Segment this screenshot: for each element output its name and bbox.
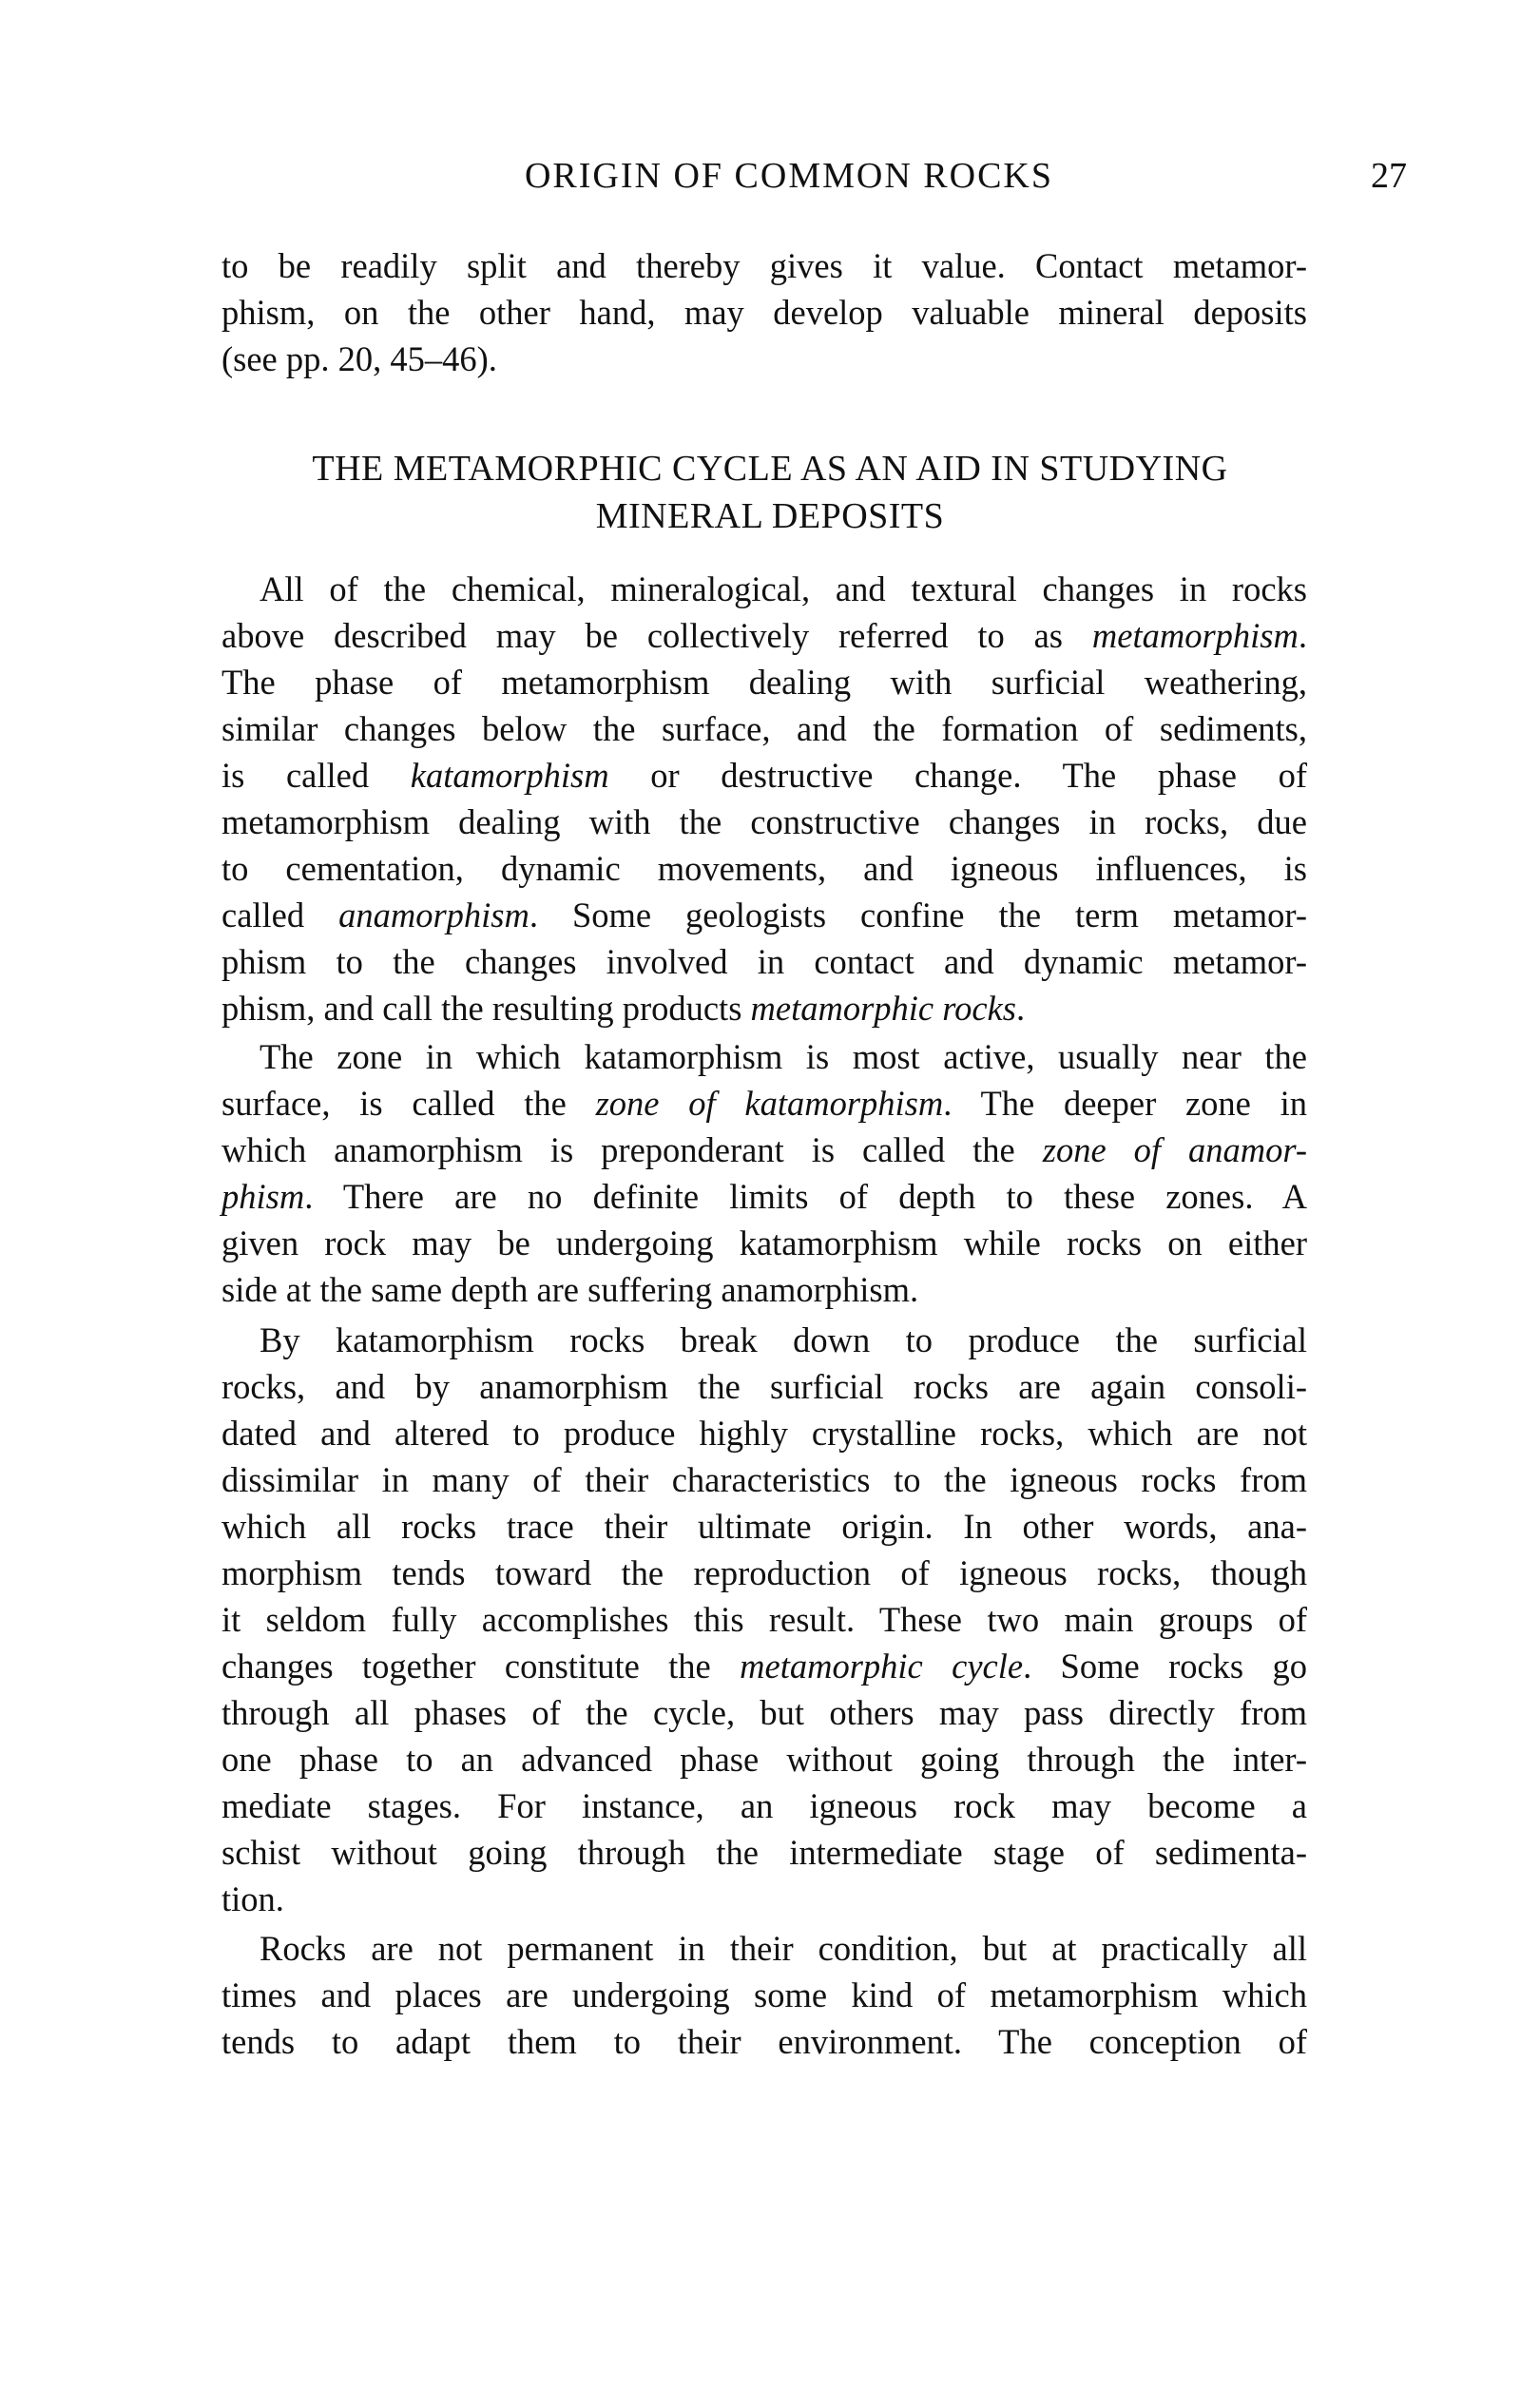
text-line: [221, 1596, 1307, 1644]
text-line: [221, 1925, 1307, 1973]
italic-term: zone of anamor-: [1042, 1130, 1307, 1169]
line-text: . The deeper zone in: [943, 1084, 1308, 1123]
text-line: [221, 612, 1307, 660]
line-text: . Some geologists confine the term metamor-: [529, 896, 1307, 934]
italic-term: metamorphic rocks: [750, 989, 1016, 1028]
italic-term: zone of katamorphism: [595, 1084, 944, 1123]
line-text: one phase to an advanced phase without going through the inter-: [221, 1740, 1307, 1779]
text-line: [221, 1317, 1307, 1364]
text-line: [221, 1456, 1307, 1504]
line-text: . Some rocks go: [1023, 1647, 1307, 1686]
line-text: By katamorphism rocks break down to produce the surficial: [260, 1320, 1307, 1359]
section-heading-line-1: THE METAMORPHIC CYCLE AS AN AID IN STUDYING: [312, 449, 1228, 489]
text-line: [221, 892, 1307, 939]
line-text: side at the same depth are suffering anamorphism.: [221, 1270, 919, 1309]
text-line: [221, 1550, 1307, 1597]
italic-term: metamorphism: [1091, 616, 1299, 655]
italic-term: anamorphism: [338, 896, 529, 934]
line-text: above described may be collectively referred to as: [221, 616, 1092, 655]
text-line: [221, 938, 1307, 986]
line-text: surface, is called the: [221, 1084, 596, 1123]
text-line: [221, 242, 1307, 290]
line-text: The zone in which katamorphism is most active, usually near the: [260, 1037, 1307, 1076]
line-text: given rock may be undergoing katamorphism while rocks on either: [221, 1223, 1307, 1262]
line-text: phism to the changes involved in contact and dynamic metamor-: [221, 942, 1307, 981]
text-line: [221, 1972, 1307, 2019]
text-line: [221, 985, 1307, 1032]
line-text: through all phases of the cycle, but others may pass directly from: [221, 1693, 1307, 1732]
page-number: 27: [1371, 156, 1407, 196]
line-text: to cementation, dynamic movements, and igneous influences, is: [221, 849, 1307, 888]
italic-term: metamorphic cycle: [740, 1647, 1024, 1686]
text-line: [221, 1782, 1307, 1830]
line-text: (see pp. 20, 45–46).: [221, 339, 497, 378]
line-text: schist without going through the intermediate stage of sedimenta-: [221, 1833, 1307, 1872]
section-heading-line-2: MINERAL DEPOSITS: [595, 496, 945, 536]
line-text: .: [1298, 616, 1307, 655]
text-line: [221, 1127, 1307, 1174]
text-line: [221, 1876, 1307, 1923]
text-line: [221, 659, 1307, 706]
text-line: [221, 1363, 1307, 1411]
line-text: phism, on the other hand, may develop valuable mineral deposits: [221, 293, 1307, 332]
line-text: All of the chemical, mineralogical, and textural changes in rocks: [260, 569, 1307, 608]
line-text: Rocks are not permanent in their condition, but at practically all: [260, 1929, 1307, 1968]
text-line: [221, 1220, 1307, 1267]
text-line: [221, 566, 1307, 613]
text-line: [221, 705, 1307, 753]
line-text: rocks, and by anamorphism the surficial rocks are again consoli-: [221, 1367, 1307, 1406]
text-line: [221, 799, 1307, 846]
text-line: [221, 1410, 1307, 1457]
running-head: [0, 152, 1540, 200]
text-line: [221, 1173, 1307, 1221]
line-text: mediate stages. For instance, an igneous rock may become a: [221, 1786, 1307, 1825]
text-line: [221, 1689, 1307, 1737]
running-title: ORIGIN OF COMMON ROCKS: [524, 156, 1054, 196]
line-text: dissimilar in many of their characteristics to the igneous rocks from: [221, 1460, 1307, 1499]
line-text: changes together constitute the: [221, 1647, 741, 1686]
line-text: phism, and call the resulting products: [221, 989, 751, 1028]
text-line: [221, 1033, 1307, 1081]
line-text: times and places are undergoing some kind of metamorphism which: [221, 1975, 1307, 2014]
text-line: [221, 1643, 1307, 1690]
italic-term: phism: [221, 1177, 305, 1216]
line-text: similar changes below the surface, and the formation of sediments,: [221, 709, 1307, 748]
line-text: to be readily split and thereby gives it value. Contact metamor-: [221, 246, 1307, 285]
text-line: [221, 1266, 1307, 1314]
line-text: morphism tends toward the reproduction of igneous rocks, though: [221, 1553, 1307, 1592]
line-text: it seldom fully accomplishes this result. These two main groups of: [221, 1600, 1307, 1639]
line-text: . There are no definite limits of depth to these zones. A: [304, 1177, 1307, 1216]
line-text: dated and altered to produce highly crystalline rocks, which are not: [221, 1414, 1307, 1453]
text-line: [221, 2018, 1307, 2066]
text-line: [221, 1080, 1307, 1127]
text-line: [221, 336, 1307, 383]
line-text: or destructive change. The phase of: [608, 756, 1307, 795]
line-text: which all rocks trace their ultimate origin. In other words, ana-: [221, 1507, 1307, 1546]
text-line: [221, 752, 1307, 800]
line-text: called: [221, 896, 339, 934]
line-text: tion.: [221, 1879, 284, 1918]
line-text: tends to adapt them to their environment. The conception of: [221, 2022, 1307, 2061]
text-line: [221, 289, 1307, 337]
italic-term: katamorphism: [410, 756, 609, 795]
line-text: metamorphism dealing with the constructive changes in rocks, due: [221, 802, 1307, 841]
text-line: [221, 1503, 1307, 1551]
line-text: .: [1015, 989, 1026, 1028]
text-line: [221, 1736, 1307, 1783]
line-text: The phase of metamorphism dealing with surficial weathering,: [221, 663, 1307, 702]
text-line: [221, 845, 1307, 893]
line-text: is called: [221, 756, 411, 795]
line-text: which anamorphism is preponderant is called the: [221, 1130, 1043, 1169]
text-line: [221, 1829, 1307, 1877]
